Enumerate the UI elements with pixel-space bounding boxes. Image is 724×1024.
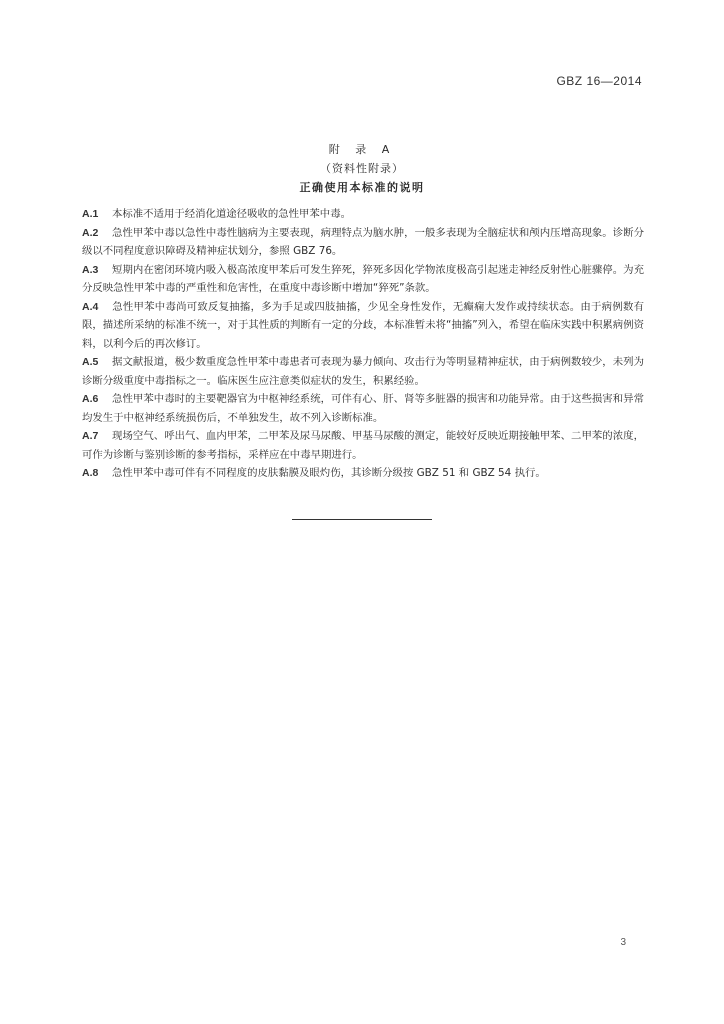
clause-number: A.2 [82,226,99,239]
clause-a3 [82,261,644,298]
clause-list [82,205,644,483]
appendix-subject: 正确使用本标准的说明 [299,181,425,194]
clause-text: 急性甲苯中毒尚可致反复抽搐，多为手足或四肢抽搐，少见全身性发作，无癫痫大发作或持续状态。由于病例数有限，描述所采纳的标准不统一，对于其性质的判断有一定的分歧，本标准暂未将“抽搐”列入，希望在临床实践中积累病例资料，以利今后的再次修订。 [82,300,644,350]
clause-a2 [82,224,644,261]
clause-a1 [82,205,644,224]
clause-a5 [82,353,644,390]
clause-text: 急性甲苯中毒时的主要靶器官为中枢神经系统，可伴有心、肝、肾等多脏器的损害和功能异常。由于这些损害和异常均发生于中枢神经系统损伤后，不单独发生，故不列入诊断标准。 [82,393,644,424]
clause-number: A.6 [82,393,99,405]
standard-code: GBZ 16—2014 [556,74,642,88]
page-number: 3 [620,937,626,948]
clause-text: 本标准不适用于经消化道途径吸收的急性甲苯中毒。 [112,208,351,220]
appendix-title: 附 录 A [328,143,396,156]
appendix-nature: （资料性附录） [320,162,404,175]
clause-a4 [82,298,644,354]
clause-text: 短期内在密闭环境内吸入极高浓度甲苯后可发生猝死，猝死多因化学物浓度极高引起迷走神经反射性心脏骤停。为充分反映急性甲苯中毒的严重性和危害性，在重度中毒诊断中增加“猝死”条款。 [82,263,644,294]
clause-number: A.3 [82,263,99,276]
clause-number: A.8 [82,467,99,479]
clause-text: 现场空气、呼出气、血内甲苯，二甲苯及尿马尿酸、甲基马尿酸的测定，能较好反映近期接触甲苯、二甲苯的浓度，可作为诊断与鉴别诊断的参考指标，采样应在中毒早期进行。 [82,430,644,461]
clause-number: A.1 [82,208,99,220]
clause-a6 [82,390,644,427]
clause-number: A.7 [82,430,99,442]
clause-a7 [82,427,644,464]
clause-number: A.5 [82,356,99,368]
clause-text: 急性甲苯中毒可伴有不同程度的皮肤黏膜及眼灼伤，其诊断分级按 GBZ 51 和 GBZ 54 执行。 [112,467,546,479]
clause-text: 急性甲苯中毒以急性中毒性脑病为主要表现，病理特点为脑水肿，一般多表现为全脑症状和颅内压增高现象。诊断分级以不同程度意识障碍及精神症状划分，参照 GBZ 76。 [82,226,644,257]
clause-text: 据文献报道，极少数重度急性甲苯中毒患者可表现为暴力倾向、攻击行为等明显精神症状，由于病例数较少，未列为诊断分级重度中毒指标之一。临床医生应注意类似症状的发生，积累经验。 [82,356,644,387]
end-of-appendix-rule [292,519,432,520]
clause-number: A.4 [82,300,99,313]
clause-a8 [82,464,644,483]
